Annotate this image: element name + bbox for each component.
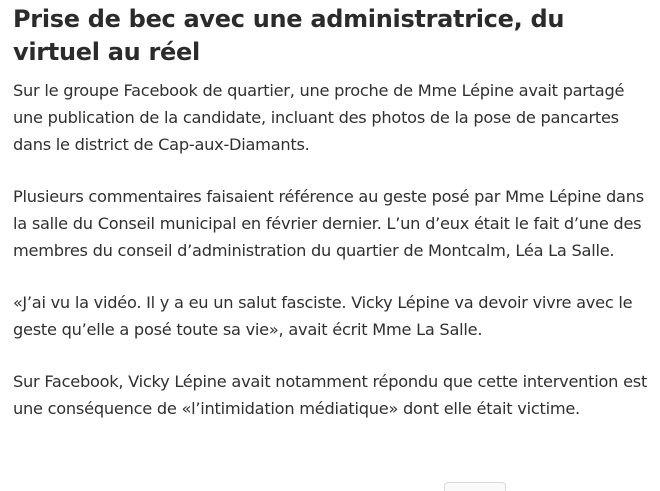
article-paragraph: Sur le groupe Facebook de quartier, une proche de Mme Lépine avait partagé une publication de la candidate, incluant des photos de la pose de pancartes dans le district de Cap-aux-Diamants. [13, 81, 625, 154]
article-paragraph: Plusieurs commentaires faisaient référence au geste posé par Mme Lépine dans la salle du Conseil municipal en février dernier. L’un d’eux était le fait d’une des membres du conseil d’administration du quartier de Montcalm, Léa La Salle. [13, 187, 644, 260]
article-headline: Prise de bec avec une administratrice, du virtuel au réel [13, 5, 565, 66]
article-paragraph: «J’ai vu la vidéo. Il y a eu un salut fasciste. Vicky Lépine va devoir vivre avec le geste qu’elle a posé toute sa vie», avait écrit Mme La Salle. [13, 293, 633, 339]
article-body [13, 0, 649, 422]
article-paragraph: Sur Facebook, Vicky Lépine avait notamment répondu que cette intervention est une conséquence de «l’intimidation médiatique» dont elle était victime. [13, 372, 648, 418]
